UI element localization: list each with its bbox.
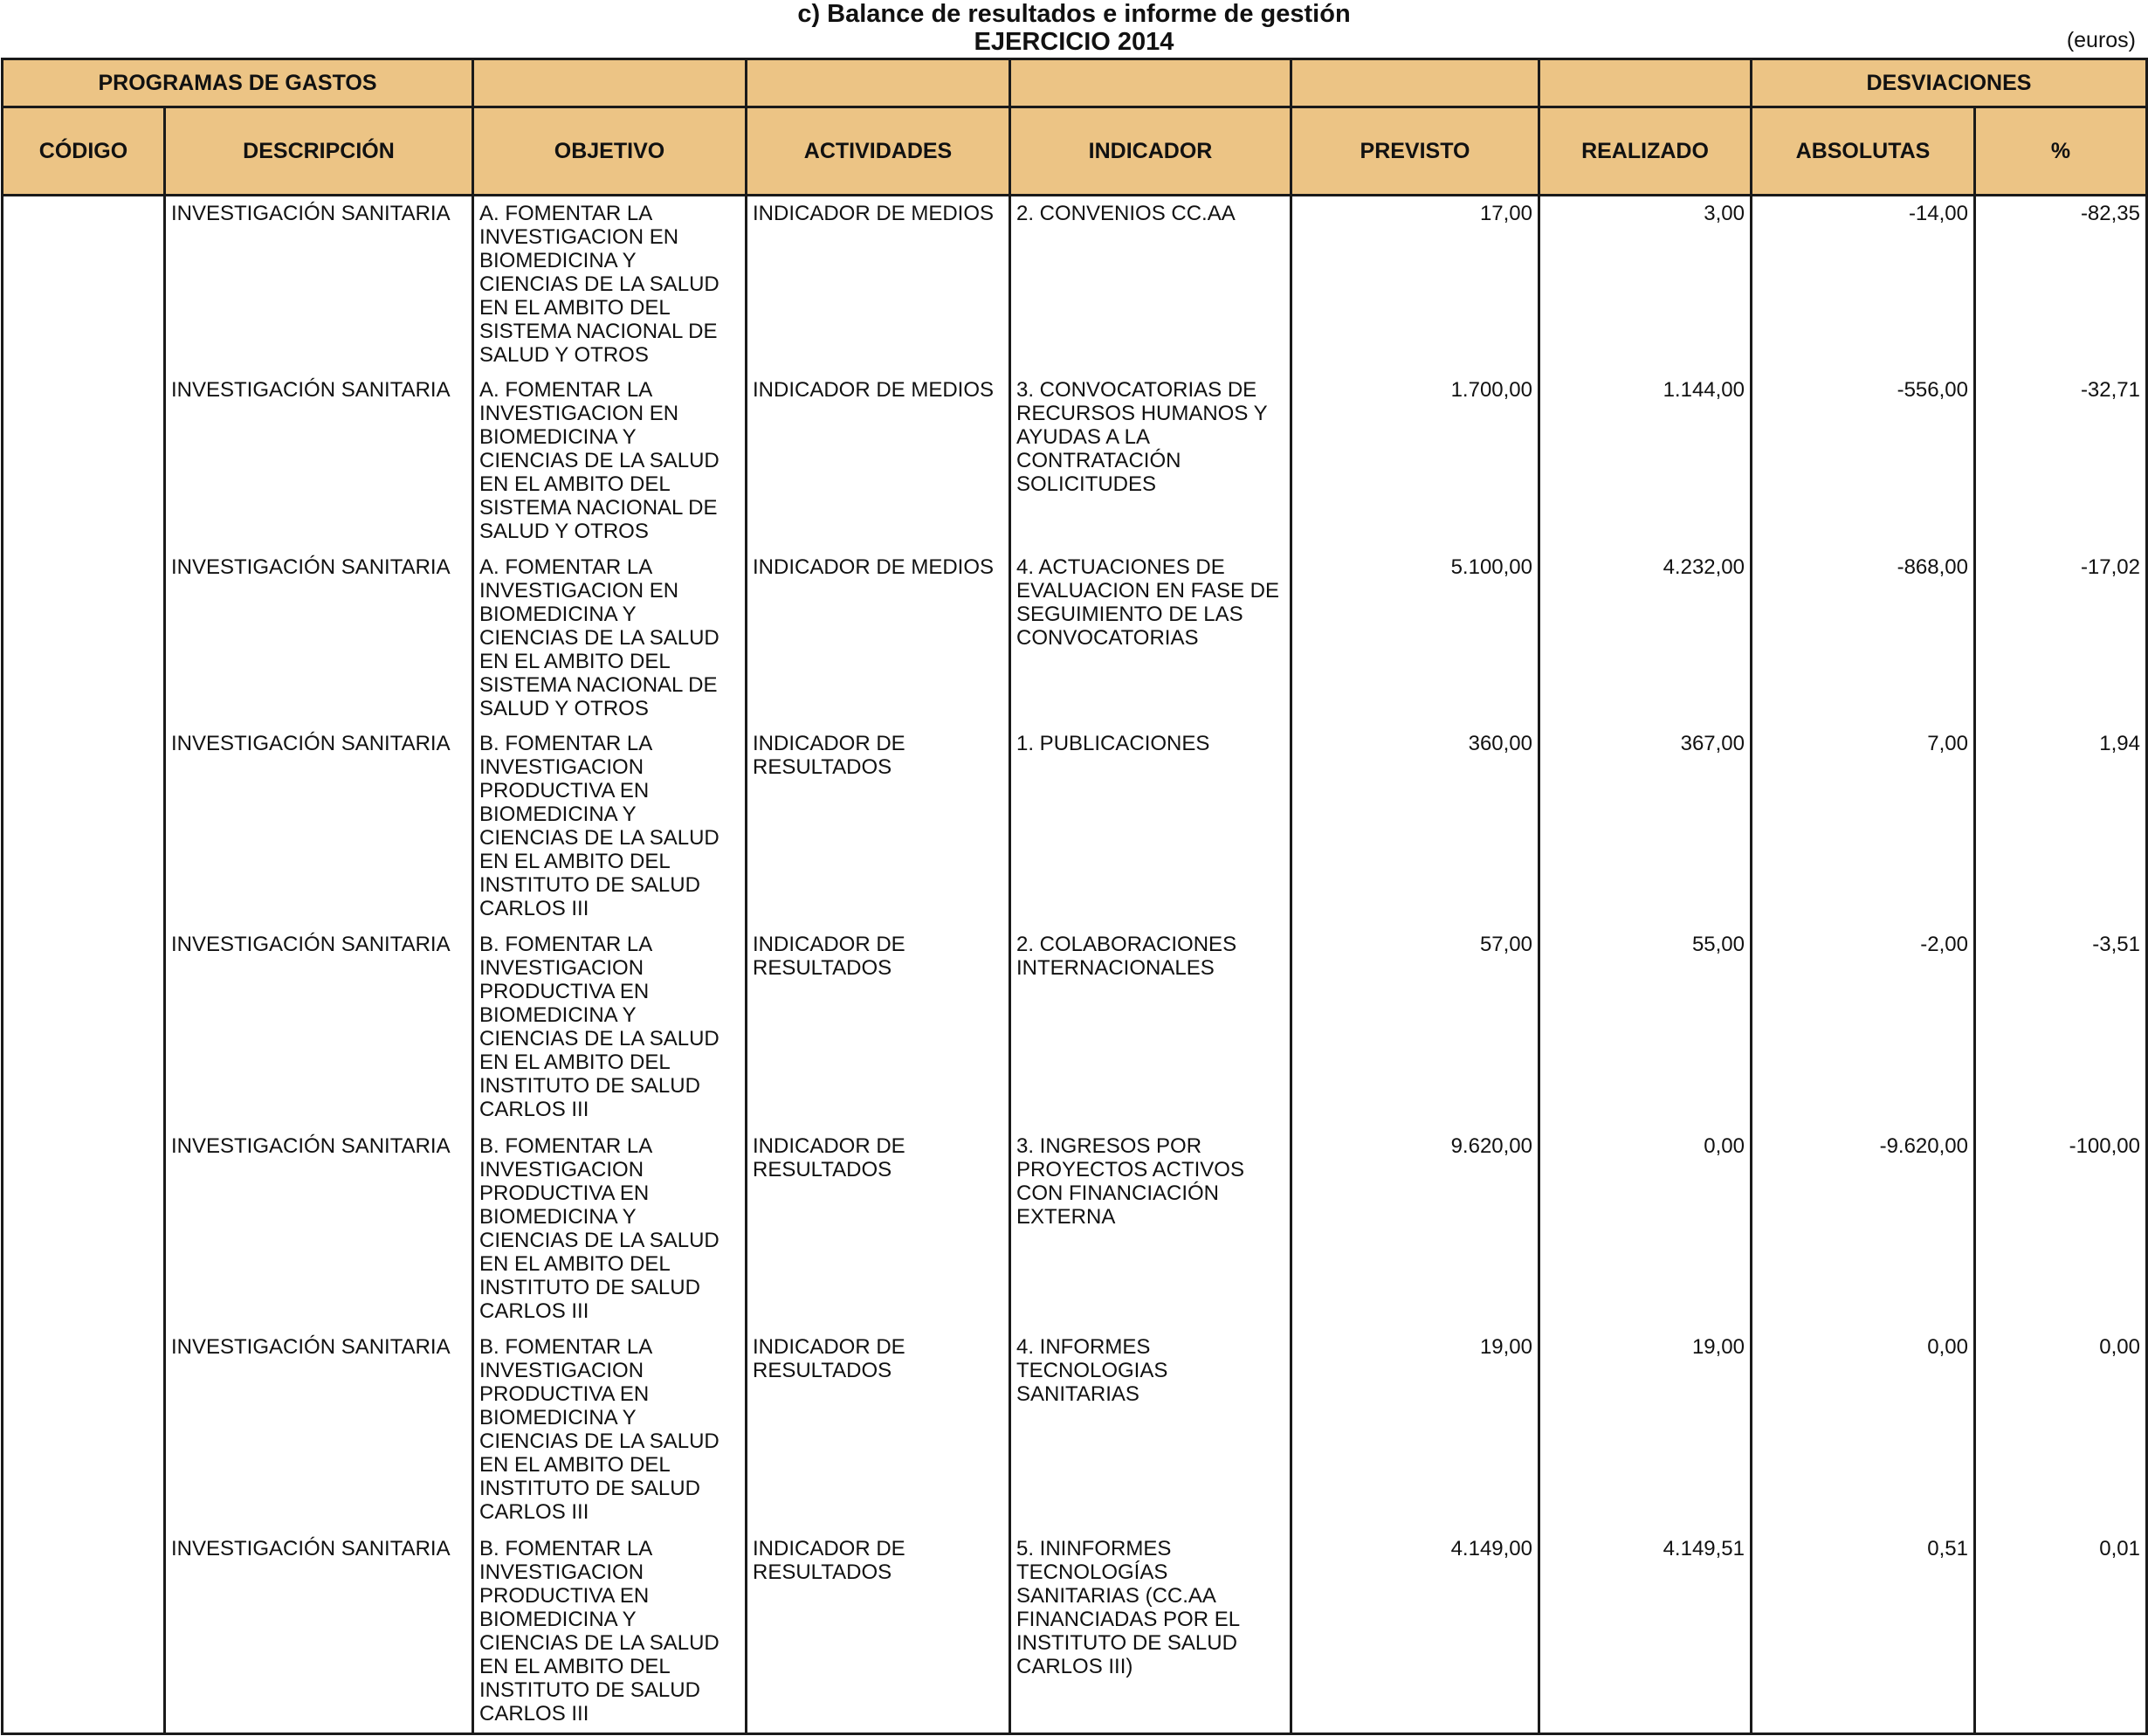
cell-actividades: INDICADOR DE RESULTADOS (747, 1129, 1010, 1330)
cell-descripcion: INVESTIGACIÓN SANITARIA (165, 1129, 473, 1330)
cell-indicador: 2. CONVENIOS CC.AA (1010, 196, 1291, 374)
group-header-desviaciones: DESVIACIONES (1752, 59, 2147, 107)
cell-indicador: 3. INGRESOS POR PROYECTOS ACTIVOS CON FINANCIACIÓN EXTERNA (1010, 1129, 1291, 1330)
cell-porcentaje: 0,01 (1975, 1532, 2147, 1734)
table-row (3, 727, 2147, 927)
cell-objetivo: A. FOMENTAR LA INVESTIGACION EN BIOMEDICINA Y CIENCIAS DE LA SALUD EN EL AMBITO DEL SISTEMA NACIONAL DE SALUD Y OTROS (473, 550, 747, 727)
group-header-row (3, 59, 2147, 107)
cell-absolutas: -868,00 (1752, 550, 1975, 727)
cell-objetivo: B. FOMENTAR LA INVESTIGACION PRODUCTIVA EN BIOMEDICINA Y CIENCIAS DE LA SALUD EN EL AMBITO DEL INSTITUTO DE SALUD CARLOS III (473, 1330, 747, 1531)
cell-descripcion: INVESTIGACIÓN SANITARIA (165, 196, 473, 374)
table-row (3, 1532, 2147, 1734)
cell-previsto: 360,00 (1291, 727, 1539, 927)
group-header-empty (1291, 59, 1539, 107)
cell-absolutas: -14,00 (1752, 196, 1975, 374)
cell-absolutas: 0,00 (1752, 1330, 1975, 1531)
column-header-porcentaje: % (1975, 107, 2147, 196)
cell-porcentaje: -32,71 (1975, 373, 2147, 549)
cell-descripcion: INVESTIGACIÓN SANITARIA (165, 373, 473, 549)
cell-descripcion: INVESTIGACIÓN SANITARIA (165, 1532, 473, 1734)
cell-codigo (3, 727, 165, 927)
cell-realizado: 19,00 (1539, 1330, 1752, 1531)
table-row (3, 927, 2147, 1128)
cell-codigo (3, 927, 165, 1128)
report-subtitle: EJERCICIO 2014 (974, 28, 1174, 56)
cell-codigo (3, 196, 165, 374)
cell-objetivo: B. FOMENTAR LA INVESTIGACION PRODUCTIVA EN BIOMEDICINA Y CIENCIAS DE LA SALUD EN EL AMBITO DEL INSTITUTO DE SALUD CARLOS III (473, 927, 747, 1128)
cell-codigo (3, 373, 165, 549)
cell-indicador: 4. INFORMES TECNOLOGIAS SANITARIAS (1010, 1330, 1291, 1531)
group-header-empty (473, 59, 747, 107)
cell-descripcion: INVESTIGACIÓN SANITARIA (165, 1330, 473, 1531)
cell-objetivo: B. FOMENTAR LA INVESTIGACION PRODUCTIVA EN BIOMEDICINA Y CIENCIAS DE LA SALUD EN EL AMBITO DEL INSTITUTO DE SALUD CARLOS III (473, 1532, 747, 1734)
group-header-empty (747, 59, 1010, 107)
document-header (0, 0, 2148, 58)
cell-codigo (3, 1532, 165, 1734)
table-row (3, 1129, 2147, 1330)
cell-absolutas: -2,00 (1752, 927, 1975, 1128)
cell-previsto: 9.620,00 (1291, 1129, 1539, 1330)
cell-previsto: 17,00 (1291, 196, 1539, 374)
cell-actividades: INDICADOR DE RESULTADOS (747, 927, 1010, 1128)
cell-absolutas: -9.620,00 (1752, 1129, 1975, 1330)
cell-porcentaje: -17,02 (1975, 550, 2147, 727)
cell-actividades: INDICADOR DE MEDIOS (747, 373, 1010, 549)
results-table (1, 58, 2148, 1735)
column-header-actividades: ACTIVIDADES (747, 107, 1010, 196)
cell-indicador: 4. ACTUACIONES DE EVALUACION EN FASE DE SEGUIMIENTO DE LAS CONVOCATORIAS (1010, 550, 1291, 727)
cell-previsto: 1.700,00 (1291, 373, 1539, 549)
table-row (3, 550, 2147, 727)
cell-codigo (3, 550, 165, 727)
cell-indicador: 1. PUBLICACIONES (1010, 727, 1291, 927)
cell-descripcion: INVESTIGACIÓN SANITARIA (165, 550, 473, 727)
table-row (3, 373, 2147, 549)
cell-descripcion: INVESTIGACIÓN SANITARIA (165, 727, 473, 927)
cell-indicador: 5. ININFORMES TECNOLOGÍAS SANITARIAS (CC.AA FINANCIADAS POR EL INSTITUTO DE SALUD CARLOS III) (1010, 1532, 1291, 1734)
cell-porcentaje: 0,00 (1975, 1330, 2147, 1531)
group-header-programas: PROGRAMAS DE GASTOS (3, 59, 473, 107)
cell-actividades: INDICADOR DE MEDIOS (747, 196, 1010, 374)
cell-codigo (3, 1330, 165, 1531)
column-header-realizado: REALIZADO (1539, 107, 1752, 196)
cell-objetivo: B. FOMENTAR LA INVESTIGACION PRODUCTIVA EN BIOMEDICINA Y CIENCIAS DE LA SALUD EN EL AMBITO DEL INSTITUTO DE SALUD CARLOS III (473, 727, 747, 927)
column-header-objetivo: OBJETIVO (473, 107, 747, 196)
cell-absolutas: 0,51 (1752, 1532, 1975, 1734)
report-title: c) Balance de resultados e informe de gestión (797, 0, 1351, 28)
cell-realizado: 55,00 (1539, 927, 1752, 1128)
cell-indicador: 3. CONVOCATORIAS DE RECURSOS HUMANOS Y AYUDAS A LA CONTRATACIÓN SOLICITUDES (1010, 373, 1291, 549)
table-row (3, 196, 2147, 374)
cell-porcentaje: 1,94 (1975, 727, 2147, 927)
cell-realizado: 367,00 (1539, 727, 1752, 927)
cell-realizado: 4.232,00 (1539, 550, 1752, 727)
cell-objetivo: B. FOMENTAR LA INVESTIGACION PRODUCTIVA EN BIOMEDICINA Y CIENCIAS DE LA SALUD EN EL AMBITO DEL INSTITUTO DE SALUD CARLOS III (473, 1129, 747, 1330)
cell-actividades: INDICADOR DE MEDIOS (747, 550, 1010, 727)
column-header-descripcion: DESCRIPCIÓN (165, 107, 473, 196)
currency-units: (euros) (2066, 28, 2136, 52)
cell-previsto: 5.100,00 (1291, 550, 1539, 727)
column-header-absolutas: ABSOLUTAS (1752, 107, 1975, 196)
cell-previsto: 4.149,00 (1291, 1532, 1539, 1734)
column-header-row (3, 107, 2147, 196)
cell-actividades: INDICADOR DE RESULTADOS (747, 1330, 1010, 1531)
cell-descripcion: INVESTIGACIÓN SANITARIA (165, 927, 473, 1128)
cell-porcentaje: -100,00 (1975, 1129, 2147, 1330)
cell-codigo (3, 1129, 165, 1330)
cell-actividades: INDICADOR DE RESULTADOS (747, 1532, 1010, 1734)
cell-objetivo: A. FOMENTAR LA INVESTIGACION EN BIOMEDICINA Y CIENCIAS DE LA SALUD EN EL AMBITO DEL SISTEMA NACIONAL DE SALUD Y OTROS (473, 196, 747, 374)
table-row (3, 1330, 2147, 1531)
cell-realizado: 4.149,51 (1539, 1532, 1752, 1734)
column-header-codigo: CÓDIGO (3, 107, 165, 196)
cell-absolutas: -556,00 (1752, 373, 1975, 549)
cell-previsto: 19,00 (1291, 1330, 1539, 1531)
cell-objetivo: A. FOMENTAR LA INVESTIGACION EN BIOMEDICINA Y CIENCIAS DE LA SALUD EN EL AMBITO DEL SISTEMA NACIONAL DE SALUD Y OTROS (473, 373, 747, 549)
cell-realizado: 1.144,00 (1539, 373, 1752, 549)
cell-realizado: 3,00 (1539, 196, 1752, 374)
cell-indicador: 2. COLABORACIONES INTERNACIONALES (1010, 927, 1291, 1128)
cell-porcentaje: -82,35 (1975, 196, 2147, 374)
column-header-indicador: INDICADOR (1010, 107, 1291, 196)
cell-actividades: INDICADOR DE RESULTADOS (747, 727, 1010, 927)
group-header-empty (1539, 59, 1752, 107)
column-header-previsto: PREVISTO (1291, 107, 1539, 196)
cell-absolutas: 7,00 (1752, 727, 1975, 927)
group-header-empty (1010, 59, 1291, 107)
cell-porcentaje: -3,51 (1975, 927, 2147, 1128)
cell-realizado: 0,00 (1539, 1129, 1752, 1330)
cell-previsto: 57,00 (1291, 927, 1539, 1128)
